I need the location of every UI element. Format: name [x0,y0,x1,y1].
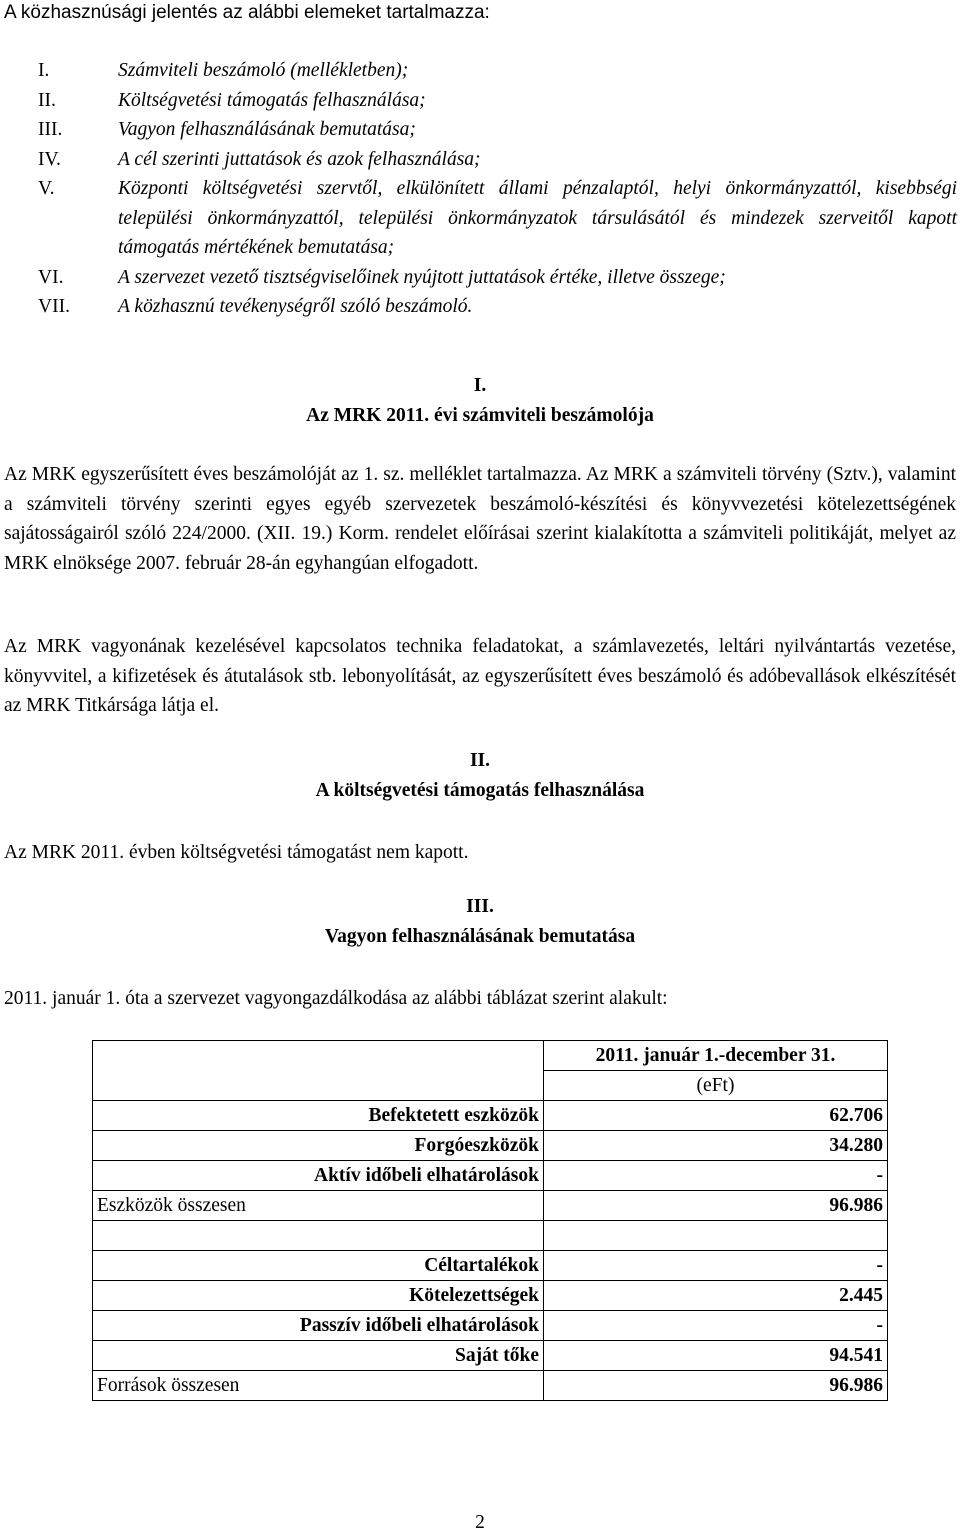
table-row [93,1281,888,1311]
list-item-number: II. [38,89,56,111]
list-item-number: IV. [38,148,61,170]
row-value: 62.706 [544,1101,888,1131]
row-value: 34.280 [544,1131,888,1161]
row-label: Kötelezettségek [93,1281,544,1311]
spacer-cell [544,1221,888,1251]
table-row [93,1101,888,1131]
table-row [93,1131,888,1161]
section-numeral: I. [473,375,487,396]
list-item-text: A közhasznú tevékenységről szóló beszámoló. [118,296,473,317]
row-value-total: 96.986 [544,1191,888,1221]
table-row-spacer [93,1221,888,1251]
list-item [0,145,960,175]
section-title: A költségvetési támogatás felhasználása [315,780,645,801]
list-item-text: Számviteli beszámoló (mellékletben); [118,60,409,81]
table-row [93,1251,888,1281]
row-value: - [544,1161,888,1191]
list-item-number: VII. [38,296,70,317]
row-value: - [544,1311,888,1341]
table-row [93,1371,888,1401]
list-item [0,115,960,145]
list-item-text: Vagyon felhasználásának bemutatása; [118,119,416,140]
list-item [0,56,960,86]
table-row [93,1311,888,1341]
list-item-number: III. [38,119,63,140]
paragraph: 2011. január 1. óta a szervezet vagyongazdálkodása az alábbi táblázat szerint alakult: [4,988,668,1009]
paragraph: Az MRK vagyonának kezelésével kapcsolatos technika feladatokat, a számlavezetés, leltári nyilvántartás vezetése, könyvvitel, a kifizetések és átutalások stb. lebonyolítását, az egyszerűsített éves beszámoló és adóbevallások elkészítését az MRK Titkársága látja el. [4,636,956,717]
table-row [93,1341,888,1371]
header-line: A közhasznúsági jelentés az alábbi elemeket tartalmazza: [4,2,490,23]
table-row [93,1041,888,1071]
row-label: Saját tőke [93,1341,544,1371]
table-row [93,1191,888,1221]
row-value: 2.445 [544,1281,888,1311]
table-header-unit: (eFt) [544,1071,888,1101]
list-item [0,263,960,293]
section-numeral: III. [466,896,494,917]
table-row [93,1161,888,1191]
contents-list [0,56,960,322]
list-item-number: I. [38,60,50,81]
row-value-total: 96.986 [544,1371,888,1401]
page-number: 2 [475,1512,485,1533]
section-title: Vagyon felhasználásának bemutatása [324,926,636,947]
paragraph: Az MRK 2011. évben költségvetési támogatást nem kapott. [4,842,469,863]
row-label: Aktív időbeli elhatárolások [93,1161,544,1191]
list-item-text: A cél szerinti juttatások és azok felhasználása; [118,148,481,170]
section-title: Az MRK 2011. évi számviteli beszámolója [306,405,654,426]
row-label: Forgóeszközök [93,1131,544,1161]
list-item-number: VI. [38,266,64,288]
row-label-total: Eszközök összesen [93,1191,544,1221]
paragraph: Az MRK egyszerűsített éves beszámolóját az 1. sz. melléklet tartalmazza. Az MRK a számviteli törvény (Sztv.), valamint a számviteli törvény szerinti egyes egyéb szervezetek beszámoló-készítési és könyvvezetési kötelezettségének sajátosságairól szóló 224/2000. (XII. 19.) Korm. rendelet előírásai szerint kialakította a számviteli politikáját, melyet az MRK elnöksége 2007. február 28-án egyhangúan elfogadott. [4,464,956,574]
list-item [0,292,960,322]
row-label: Befektetett eszközök [93,1101,544,1131]
list-item-text: Költségvetési támogatás felhasználása; [118,89,426,111]
list-item [0,174,960,263]
table-header-empty [93,1041,544,1101]
row-label: Céltartalékok [93,1251,544,1281]
row-label: Passzív időbeli elhatárolások [93,1311,544,1341]
section-numeral: II. [469,750,491,771]
list-item-text: A szervezet vezető tisztségviselőinek nyújtott juttatások értéke, illetve összege; [118,266,726,288]
row-value: - [544,1251,888,1281]
balance-table [92,1040,888,1401]
list-item-text: Központi költségvetési szervtől, elkülönített állami pénzalaptól, helyi önkormányzattól, kisebbségi települési önkormányzattól, települési önkormányzatok társulásától és mindezek szerveitől kapott támogatás mértékének bemutatása; [118,178,957,258]
list-item [0,86,960,116]
row-value: 94.541 [544,1341,888,1371]
table-header-period: 2011. január 1.-december 31. [544,1041,888,1071]
row-label-total: Források összesen [93,1371,544,1401]
spacer-cell [93,1221,544,1251]
list-item-number: V. [38,178,55,199]
